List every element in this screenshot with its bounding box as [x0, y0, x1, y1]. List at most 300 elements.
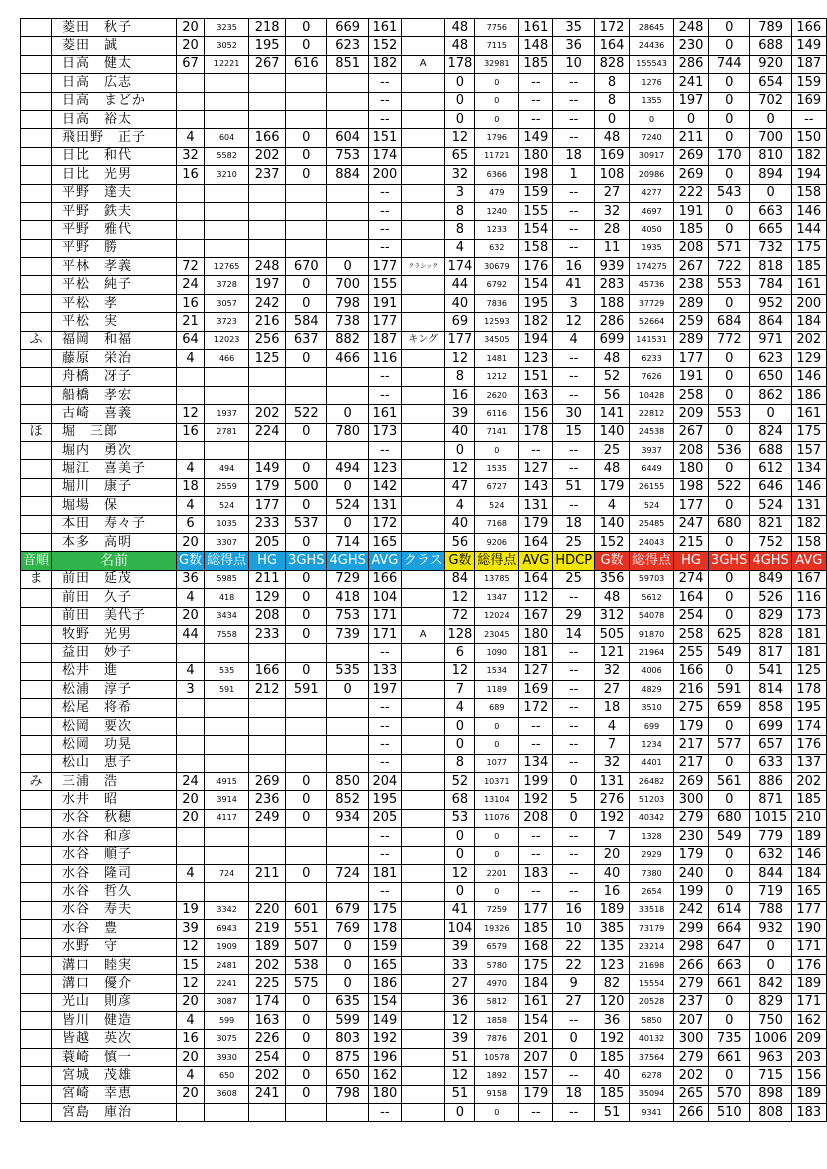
- value-cell: [177, 699, 205, 717]
- col-4ghs1: 4GHS: [327, 552, 368, 570]
- value-cell: 3057: [205, 294, 249, 312]
- value-cell: 172: [368, 515, 401, 533]
- value-cell: 3937: [630, 441, 674, 459]
- class-cell: [401, 1067, 445, 1085]
- table-row: [21, 478, 827, 496]
- class-cell: [401, 699, 445, 717]
- value-cell: 202: [249, 1067, 286, 1085]
- value-cell: 40: [445, 423, 475, 441]
- value-cell: 19326: [475, 920, 519, 938]
- value-cell: [205, 828, 249, 846]
- value-cell: 4: [177, 662, 205, 680]
- value-cell: 123: [368, 460, 401, 478]
- kana-cell: [21, 19, 52, 37]
- name-cell: 舟橋 冴子: [52, 368, 177, 386]
- value-cell: 15554: [630, 975, 674, 993]
- value-cell: 179: [519, 1085, 553, 1103]
- col-3ghs3: 3GHS: [709, 552, 750, 570]
- value-cell: 798: [327, 294, 368, 312]
- value-cell: 47: [445, 478, 475, 496]
- value-cell: 191: [674, 202, 709, 220]
- value-cell: [249, 754, 286, 772]
- name-cell: 水谷 哲久: [52, 883, 177, 901]
- kana-cell: [21, 478, 52, 496]
- value-cell: 732: [750, 239, 791, 257]
- value-cell: 25485: [630, 515, 674, 533]
- value-cell: --: [368, 736, 401, 754]
- name-cell: 前田 美代子: [52, 607, 177, 625]
- table-row: [21, 681, 827, 699]
- kana-cell: [21, 533, 52, 551]
- value-cell: 2620: [475, 386, 519, 404]
- value-cell: 171: [368, 625, 401, 643]
- kana-cell: [21, 956, 52, 974]
- kana-cell: [21, 166, 52, 184]
- value-cell: 192: [595, 809, 630, 827]
- class-cell: [401, 497, 445, 515]
- value-cell: 177: [674, 350, 709, 368]
- value-cell: [286, 92, 327, 110]
- table-row: [21, 864, 827, 882]
- value-cell: 203: [791, 1048, 826, 1066]
- value-cell: 36: [177, 570, 205, 588]
- name-cell: 松山 恵子: [52, 754, 177, 772]
- value-cell: 18: [553, 515, 595, 533]
- value-cell: 192: [519, 791, 553, 809]
- value-cell: 233: [249, 625, 286, 643]
- value-cell: 178: [791, 681, 826, 699]
- class-cell: A: [401, 55, 445, 73]
- class-cell: [401, 294, 445, 312]
- value-cell: 269: [674, 773, 709, 791]
- value-cell: 51: [595, 1104, 630, 1122]
- value-cell: 23214: [630, 938, 674, 956]
- value-cell: [177, 239, 205, 257]
- value-cell: --: [368, 74, 401, 92]
- col-pts1: 総得点: [205, 552, 249, 570]
- value-cell: 165: [791, 883, 826, 901]
- value-cell: 180: [674, 460, 709, 478]
- value-cell: --: [553, 129, 595, 147]
- value-cell: 524: [630, 497, 674, 515]
- value-cell: 0: [286, 350, 327, 368]
- col-3ghs1: 3GHS: [286, 552, 327, 570]
- value-cell: 510: [709, 1104, 750, 1122]
- kana-cell: [21, 37, 52, 55]
- value-cell: 185: [519, 920, 553, 938]
- value-cell: 0: [709, 221, 750, 239]
- value-cell: 202: [249, 405, 286, 423]
- value-cell: 1328: [630, 828, 674, 846]
- value-cell: --: [553, 1012, 595, 1030]
- value-cell: 2654: [630, 883, 674, 901]
- value-cell: 0: [630, 110, 674, 128]
- value-cell: 6: [177, 515, 205, 533]
- value-cell: 632: [750, 846, 791, 864]
- value-cell: 601: [286, 901, 327, 919]
- value-cell: 20528: [630, 993, 674, 1011]
- value-cell: 507: [286, 938, 327, 956]
- value-cell: 0: [327, 681, 368, 699]
- value-cell: 0: [709, 74, 750, 92]
- value-cell: 0: [327, 975, 368, 993]
- kana-cell: [21, 55, 52, 73]
- value-cell: 670: [286, 258, 327, 276]
- value-cell: 189: [249, 938, 286, 956]
- value-cell: [177, 386, 205, 404]
- name-cell: 溝口 優介: [52, 975, 177, 993]
- value-cell: 177: [519, 901, 553, 919]
- class-cell: [401, 478, 445, 496]
- value-cell: 230: [674, 828, 709, 846]
- value-cell: 142: [368, 478, 401, 496]
- value-cell: 22: [553, 956, 595, 974]
- value-cell: 195: [791, 699, 826, 717]
- value-cell: 196: [368, 1048, 401, 1066]
- value-cell: 3510: [630, 699, 674, 717]
- value-cell: 216: [249, 313, 286, 331]
- value-cell: 1937: [205, 405, 249, 423]
- value-cell: 4: [177, 350, 205, 368]
- value-cell: 862: [750, 386, 791, 404]
- value-cell: 724: [205, 864, 249, 882]
- value-cell: 16: [553, 258, 595, 276]
- value-cell: --: [368, 92, 401, 110]
- value-cell: [249, 221, 286, 239]
- value-cell: 575: [286, 975, 327, 993]
- name-cell: 水谷 隆司: [52, 864, 177, 882]
- value-cell: 8: [445, 754, 475, 772]
- value-cell: 33518: [630, 901, 674, 919]
- value-cell: 11076: [475, 809, 519, 827]
- value-cell: 26155: [630, 478, 674, 496]
- value-cell: 186: [368, 975, 401, 993]
- value-cell: --: [553, 864, 595, 882]
- value-cell: --: [553, 717, 595, 735]
- value-cell: 258: [674, 386, 709, 404]
- value-cell: 211: [249, 570, 286, 588]
- class-cell: [401, 441, 445, 459]
- table-row: [21, 460, 827, 478]
- value-cell: 166: [674, 662, 709, 680]
- value-cell: 10: [553, 55, 595, 73]
- name-cell: 水谷 豊: [52, 920, 177, 938]
- table-row: [21, 441, 827, 459]
- value-cell: 180: [368, 1085, 401, 1103]
- class-cell: [401, 1104, 445, 1122]
- value-cell: 29: [553, 607, 595, 625]
- name-cell: 宮崎 幸恵: [52, 1085, 177, 1103]
- value-cell: 41: [553, 276, 595, 294]
- value-cell: 40132: [630, 1030, 674, 1048]
- value-cell: 0: [750, 938, 791, 956]
- value-cell: 16: [595, 883, 630, 901]
- value-cell: 256: [249, 331, 286, 349]
- kana-cell: [21, 699, 52, 717]
- value-cell: [327, 368, 368, 386]
- value-cell: 21: [177, 313, 205, 331]
- table-row: [21, 1067, 827, 1085]
- value-cell: 0: [709, 791, 750, 809]
- value-cell: 526: [750, 589, 791, 607]
- value-cell: 12765: [205, 258, 249, 276]
- value-cell: 269: [674, 147, 709, 165]
- value-cell: 116: [791, 589, 826, 607]
- value-cell: --: [519, 441, 553, 459]
- value-cell: 739: [327, 625, 368, 643]
- value-cell: [249, 239, 286, 257]
- class-cell: [401, 920, 445, 938]
- table-row: [21, 258, 827, 276]
- name-cell: 平野 達夫: [52, 184, 177, 202]
- value-cell: 149: [368, 1012, 401, 1030]
- kana-cell: [21, 441, 52, 459]
- value-cell: 0: [709, 589, 750, 607]
- value-cell: 4277: [630, 184, 674, 202]
- value-cell: [286, 110, 327, 128]
- value-cell: 286: [595, 313, 630, 331]
- table-row: [21, 239, 827, 257]
- name-cell: 日高 健太: [52, 55, 177, 73]
- value-cell: 0: [709, 533, 750, 551]
- value-cell: 0: [286, 37, 327, 55]
- value-cell: 6579: [475, 938, 519, 956]
- value-cell: 40: [445, 294, 475, 312]
- value-cell: 169: [519, 681, 553, 699]
- value-cell: 637: [286, 331, 327, 349]
- value-cell: 591: [709, 681, 750, 699]
- value-cell: 69: [445, 313, 475, 331]
- value-cell: 715: [750, 1067, 791, 1085]
- value-cell: 174: [249, 993, 286, 1011]
- value-cell: 735: [709, 1030, 750, 1048]
- value-cell: 8: [445, 221, 475, 239]
- value-cell: --: [368, 699, 401, 717]
- value-cell: 158: [791, 184, 826, 202]
- value-cell: 20986: [630, 166, 674, 184]
- value-cell: 167: [791, 570, 826, 588]
- class-cell: [401, 975, 445, 993]
- value-cell: --: [368, 846, 401, 864]
- value-cell: 963: [750, 1048, 791, 1066]
- value-cell: 24: [177, 276, 205, 294]
- value-cell: 0: [475, 828, 519, 846]
- value-cell: 1240: [475, 202, 519, 220]
- value-cell: 191: [368, 294, 401, 312]
- value-cell: 134: [791, 460, 826, 478]
- value-cell: 663: [709, 956, 750, 974]
- value-cell: 1212: [475, 368, 519, 386]
- value-cell: 3075: [205, 1030, 249, 1048]
- value-cell: 131: [519, 497, 553, 515]
- value-cell: 5985: [205, 570, 249, 588]
- table-row: [21, 74, 827, 92]
- value-cell: 669: [327, 19, 368, 37]
- value-cell: 15: [177, 956, 205, 974]
- class-cell: [401, 681, 445, 699]
- value-cell: --: [519, 883, 553, 901]
- value-cell: --: [553, 202, 595, 220]
- kana-cell: [21, 754, 52, 772]
- kana-cell: [21, 920, 52, 938]
- value-cell: 169: [595, 147, 630, 165]
- value-cell: --: [368, 368, 401, 386]
- name-cell: 平松 孝: [52, 294, 177, 312]
- value-cell: 166: [791, 19, 826, 37]
- value-cell: 9206: [475, 533, 519, 551]
- value-cell: [249, 110, 286, 128]
- value-cell: 0: [475, 110, 519, 128]
- name-cell: 前田 久子: [52, 589, 177, 607]
- value-cell: [327, 828, 368, 846]
- kana-cell: [21, 791, 52, 809]
- kana-cell: [21, 736, 52, 754]
- kana-cell: [21, 1030, 52, 1048]
- value-cell: 10578: [475, 1048, 519, 1066]
- value-cell: 32: [595, 754, 630, 772]
- name-cell: 日高 裕太: [52, 110, 177, 128]
- value-cell: 269: [674, 166, 709, 184]
- value-cell: 553: [709, 276, 750, 294]
- kana-cell: [21, 129, 52, 147]
- value-cell: 22812: [630, 405, 674, 423]
- value-cell: 40: [445, 515, 475, 533]
- value-cell: --: [553, 184, 595, 202]
- kana-cell: [21, 350, 52, 368]
- value-cell: 16: [553, 901, 595, 919]
- value-cell: 803: [327, 1030, 368, 1048]
- value-cell: 650: [750, 368, 791, 386]
- value-cell: 120: [595, 993, 630, 1011]
- value-cell: 170: [709, 147, 750, 165]
- value-cell: 4: [177, 1012, 205, 1030]
- value-cell: 181: [791, 625, 826, 643]
- kana-cell: [21, 993, 52, 1011]
- value-cell: 23045: [475, 625, 519, 643]
- value-cell: 199: [674, 883, 709, 901]
- class-cell: [401, 1030, 445, 1048]
- value-cell: 724: [327, 864, 368, 882]
- value-cell: [286, 221, 327, 239]
- value-cell: 851: [327, 55, 368, 73]
- value-cell: 828: [750, 625, 791, 643]
- value-cell: 939: [595, 258, 630, 276]
- value-cell: 10: [553, 920, 595, 938]
- value-cell: 0: [709, 166, 750, 184]
- class-cell: キング: [401, 331, 445, 349]
- value-cell: 59703: [630, 570, 674, 588]
- value-cell: 4: [177, 1067, 205, 1085]
- class-cell: [401, 313, 445, 331]
- value-cell: 267: [674, 258, 709, 276]
- value-cell: 0: [709, 993, 750, 1011]
- value-cell: 884: [327, 166, 368, 184]
- name-cell: 水井 昭: [52, 791, 177, 809]
- value-cell: 0: [709, 460, 750, 478]
- value-cell: 161: [368, 405, 401, 423]
- value-cell: 177: [368, 313, 401, 331]
- value-cell: 0: [709, 202, 750, 220]
- value-cell: 152: [368, 37, 401, 55]
- value-cell: 299: [674, 920, 709, 938]
- value-cell: [177, 644, 205, 662]
- value-cell: 41: [445, 901, 475, 919]
- value-cell: --: [368, 754, 401, 772]
- value-cell: 194: [519, 331, 553, 349]
- col-hdcp: HDCP: [553, 552, 595, 570]
- value-cell: 27: [553, 993, 595, 1011]
- value-cell: 121: [595, 644, 630, 662]
- value-cell: 744: [709, 55, 750, 73]
- value-cell: 39: [445, 405, 475, 423]
- value-cell: 570: [709, 1085, 750, 1103]
- value-cell: 633: [750, 754, 791, 772]
- value-cell: 25: [553, 570, 595, 588]
- value-cell: --: [368, 184, 401, 202]
- value-cell: 20: [177, 19, 205, 37]
- value-cell: 198: [519, 166, 553, 184]
- kana-cell: [21, 901, 52, 919]
- value-cell: 1035: [205, 515, 249, 533]
- kana-cell: [21, 644, 52, 662]
- name-cell: 船橋 孝宏: [52, 386, 177, 404]
- value-cell: 789: [750, 19, 791, 37]
- value-cell: 254: [249, 1048, 286, 1066]
- value-cell: 182: [791, 147, 826, 165]
- value-cell: 12: [445, 350, 475, 368]
- value-cell: 84: [445, 570, 475, 588]
- score-table: [20, 18, 827, 1122]
- value-cell: 3: [177, 681, 205, 699]
- value-cell: [249, 644, 286, 662]
- value-cell: 129: [791, 350, 826, 368]
- value-cell: 32: [177, 147, 205, 165]
- value-cell: 217: [674, 754, 709, 772]
- header-row-group: [21, 552, 827, 570]
- value-cell: 635: [327, 993, 368, 1011]
- kana-cell: [21, 460, 52, 478]
- value-cell: --: [368, 883, 401, 901]
- table-row: [21, 920, 827, 938]
- value-cell: [327, 92, 368, 110]
- table-row: [21, 699, 827, 717]
- value-cell: 418: [327, 589, 368, 607]
- value-cell: 56: [445, 533, 475, 551]
- value-cell: 27: [445, 975, 475, 993]
- value-cell: [177, 221, 205, 239]
- value-cell: 67: [177, 55, 205, 73]
- value-cell: 722: [709, 258, 750, 276]
- table-row: [21, 184, 827, 202]
- value-cell: 5582: [205, 147, 249, 165]
- class-cell: [401, 405, 445, 423]
- value-cell: [286, 441, 327, 459]
- value-cell: 56: [595, 386, 630, 404]
- kana-cell: ま: [21, 570, 52, 588]
- value-cell: [249, 368, 286, 386]
- value-cell: 1481: [475, 350, 519, 368]
- value-cell: 385: [595, 920, 630, 938]
- name-cell: 堀場 保: [52, 497, 177, 515]
- value-cell: 577: [709, 736, 750, 754]
- value-cell: --: [519, 92, 553, 110]
- value-cell: [177, 828, 205, 846]
- value-cell: 179: [674, 717, 709, 735]
- value-cell: --: [553, 92, 595, 110]
- class-cell: [401, 129, 445, 147]
- value-cell: --: [368, 110, 401, 128]
- table-row: [21, 515, 827, 533]
